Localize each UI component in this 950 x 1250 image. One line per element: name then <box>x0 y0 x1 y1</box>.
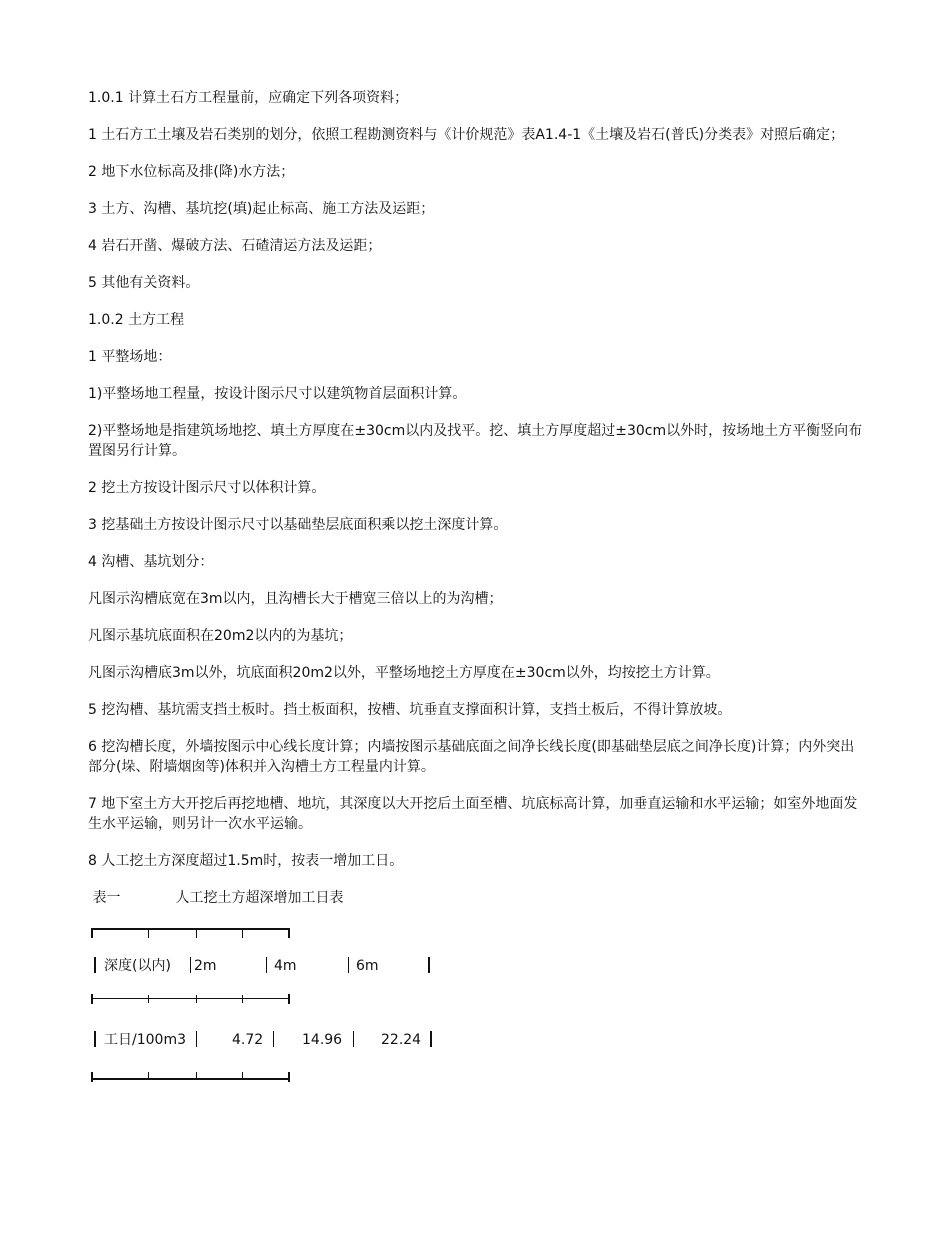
table-header-label: 深度(以内) <box>104 958 171 974</box>
paragraph-1-0-1: 1.0.1 计算土石方工程量前，应确定下列各项资料； <box>88 90 409 106</box>
table-header-col-3: 6m <box>356 958 379 974</box>
table-bottom-rule <box>92 1078 290 1080</box>
table-data-row <box>92 1030 437 1050</box>
paragraph-item-5: 5 其他有关资料。 <box>88 275 200 291</box>
table-title: 人工挖土方超深增加工日表 <box>175 890 344 906</box>
depth-table <box>88 922 866 1092</box>
paragraph-basement: 7 地下室土方大开挖后再挖地槽、地坑，其深度以大开挖后土面至槽、坑底标高计算，加垂直运输和水平运输；如室外地面发生水平运输，则另计一次水平运输。 <box>88 796 858 832</box>
table-header-col-1: 2m <box>194 958 217 974</box>
paragraph-site-leveling-2: 2)平整场地是指建筑场地挖、填土方厚度在±30cm以内及找平。挖、填土方厚度超过±30cm以外时，按场地土方平衡竖向布置图另行计算。 <box>88 423 863 459</box>
paragraph-earthwork-definition: 凡图示沟槽底3m以外，坑底面积20m2以外，平整场地挖土方厚度在±30cm以外，均按挖土方计算。 <box>88 665 720 681</box>
document-page <box>88 88 866 1092</box>
section-heading-1-0-2: 1.0.2 土方工程 <box>88 312 185 328</box>
paragraph-item-3: 3 土方、沟槽、基坑挖(填)起止标高、施工方法及运距； <box>88 201 435 217</box>
paragraph-item-2: 2 地下水位标高及排(降)水方法； <box>88 164 295 180</box>
paragraph-item-1: 1 土石方工土壤及岩石类别的划分，依照工程勘测资料与《计价规范》表A1.4-1《土壤及岩石(普氏)分类表》对照后确定； <box>88 127 845 143</box>
paragraph-foundation-excavation: 3 挖基础土方按设计图示尺寸以基础垫层底面积乘以挖土深度计算。 <box>88 517 508 533</box>
paragraph-excavation: 2 挖土方按设计图示尺寸以体积计算。 <box>88 480 326 496</box>
table-row-label: 工日/100m3 <box>104 1032 186 1048</box>
table-header-col-2: 4m <box>274 958 297 974</box>
paragraph-trench-pit-division: 4 沟槽、基坑划分： <box>88 554 214 570</box>
table-row-value-3: 22.24 <box>381 1032 422 1048</box>
table-caption <box>88 888 866 908</box>
paragraph-trench-definition: 凡图示沟槽底宽在3m以内，且沟槽长大于槽宽三倍以上的为沟槽； <box>88 591 503 607</box>
paragraph-pit-definition: 凡图示基坑底面积在20m2以内的为基坑； <box>88 628 353 644</box>
table-top-rule <box>92 928 290 930</box>
paragraph-trench-length: 6 挖沟槽长度，外墙按图示中心线长度计算；内墙按图示基础底面之间净长线长度(即基础垫层底之间净长度)计算；内外突出部分(垛、附墙烟囱等)体积并入沟槽土方工程量内计算。 <box>88 739 855 775</box>
paragraph-item-4: 4 岩石开凿、爆破方法、石碴清运方法及运距； <box>88 238 382 254</box>
paragraph-retaining-board: 5 挖沟槽、基坑需支挡土板时。挡土板面积，按槽、坑垂直支撑面积计算，支挡土板后，不得计算放坡。 <box>88 702 732 718</box>
paragraph-site-leveling: 1 平整场地： <box>88 349 172 365</box>
paragraph-manual-excavation: 8 人工挖土方深度超过1.5m时，按表一增加工日。 <box>88 853 404 869</box>
table-header-row <box>92 956 437 976</box>
table-label: 表一 <box>92 890 121 906</box>
table-row-value-1: 4.72 <box>232 1032 264 1048</box>
table-row-value-2: 14.96 <box>302 1032 343 1048</box>
table-middle-rule <box>92 998 290 999</box>
paragraph-site-leveling-1: 1)平整场地工程量，按设计图示尺寸以建筑物首层面积计算。 <box>88 386 467 402</box>
